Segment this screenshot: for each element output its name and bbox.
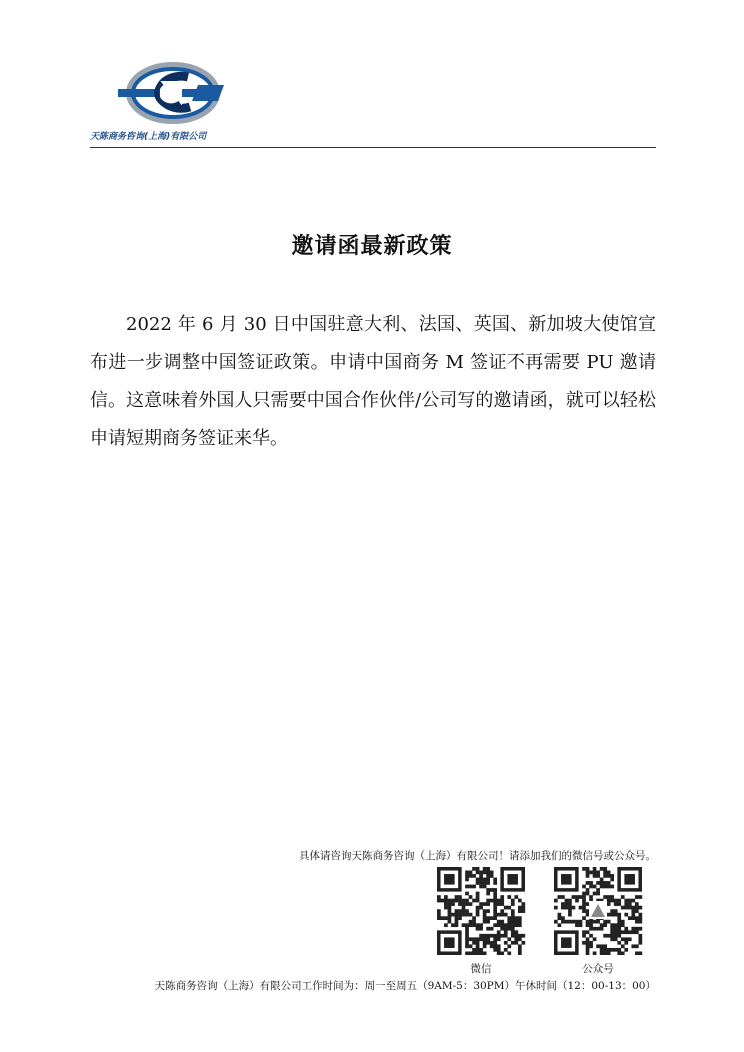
qr-wechat-block [436,867,526,976]
qr-account-block [553,867,643,976]
document-title: 邀请函最新政策 [291,233,453,259]
qr-wechat-label: 微信 [470,963,492,975]
document-header [90,55,656,147]
working-hours: 天陈商务咨询（上海）有限公司工作时间为：周一至周五（9AM-5：30PM）午休时间（12：00-13：00） [154,980,656,992]
qr-account-label: 公众号 [582,963,614,975]
company-logo [90,55,250,147]
qr-code-icon [436,867,526,955]
company-logo-icon [118,57,228,129]
contact-note: 具体请咨询天陈商务咨询（上海）有限公司！请添加我们的微信号或公众号。 [299,850,656,862]
body-paragraph: 2022 年 6 月 30 日中国驻意大利、法国、英国、新加坡大使馆宣布进一步调整中国签证政策。申请中国商务 M 签证不再需要 PU 邀请信。这意味着外国人只需要中国合作伙伴/公司写的邀请函，就可以轻松申请短期商务签证来华。 [90,314,656,449]
header-divider [90,147,656,148]
qr-code-icon [553,867,643,955]
company-logo-text: 天陈商务咨询(上海)有限公司 [90,132,207,142]
